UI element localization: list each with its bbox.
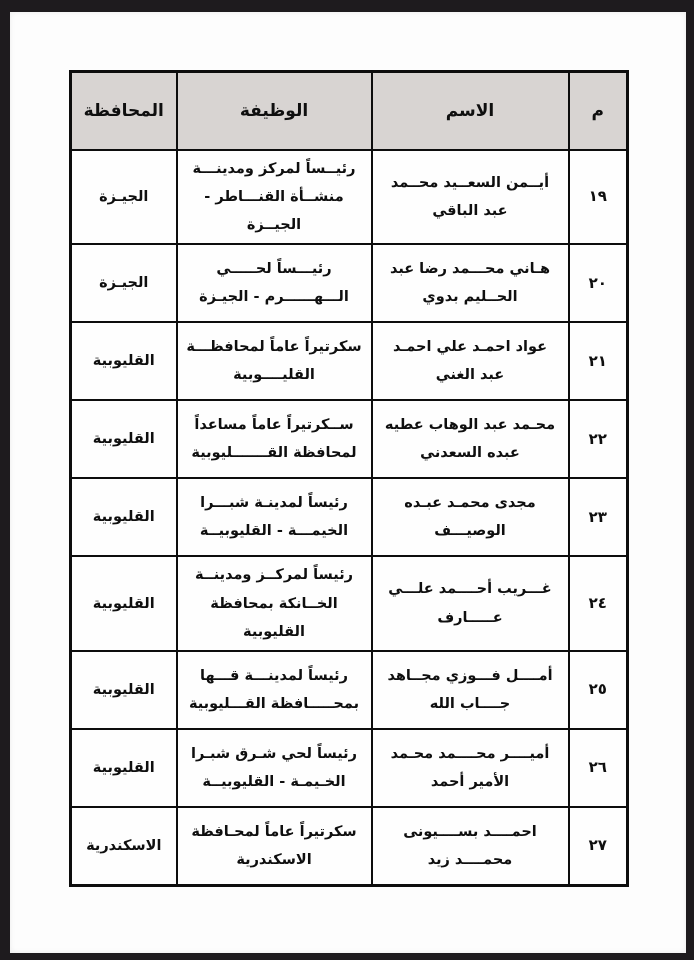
table-row bbox=[71, 244, 628, 322]
table-row bbox=[71, 478, 628, 556]
cell-job: رئيساً لمدينـة شبـــرا الخيمـــة - القليوبيــة bbox=[177, 478, 372, 556]
cell-name: أيــمن السعــيد محــمد عبد الباقي bbox=[372, 150, 569, 245]
header-name: الاسم bbox=[372, 72, 569, 150]
cell-number: ٢٠ bbox=[569, 244, 628, 322]
header-number: م bbox=[569, 72, 628, 150]
cell-name: محـمد عبد الوهاب عطيه عبده السعدني bbox=[372, 400, 569, 478]
cell-number: ٢٦ bbox=[569, 729, 628, 807]
document-page bbox=[10, 12, 686, 953]
cell-governorate: القليوبية bbox=[71, 729, 177, 807]
cell-name: احمــــد بســــيونى محمــــد زيد bbox=[372, 807, 569, 885]
table-row bbox=[71, 807, 628, 885]
cell-governorate: القليوبية bbox=[71, 322, 177, 400]
table-body bbox=[71, 150, 628, 886]
cell-number: ٢٧ bbox=[569, 807, 628, 885]
table-row bbox=[71, 729, 628, 807]
cell-name: أميــــر محــــمد محـمد الأمير أحمد bbox=[372, 729, 569, 807]
table-row bbox=[71, 322, 628, 400]
table-row bbox=[71, 150, 628, 245]
cell-governorate: الاسكندرية bbox=[71, 807, 177, 885]
cell-governorate: الجيـزة bbox=[71, 150, 177, 245]
header-job: الوظيفة bbox=[177, 72, 372, 150]
cell-job: ســكرتيراً عاماً مساعداً لمحافظة القـــــــليوبية bbox=[177, 400, 372, 478]
cell-job: رئيــساً لمركز ومدينـــة منشــأة القنـــاطر - الجيــزة bbox=[177, 150, 372, 245]
officials-table bbox=[69, 70, 629, 887]
cell-number: ٢٢ bbox=[569, 400, 628, 478]
cell-job: سكرتيراً عاماً لمحـافظة الاسكندرية bbox=[177, 807, 372, 885]
cell-name: هـاني محـــمد رضا عبد الحــليم بدوي bbox=[372, 244, 569, 322]
table-row bbox=[71, 556, 628, 651]
cell-job: رئيساً لمدينـــة قـــها بمحـــــافظة القـــليوبية bbox=[177, 651, 372, 729]
cell-name: غـــريب أحــــمد علـــي عـــــارف bbox=[372, 556, 569, 651]
cell-name: عواد احمـد علي احمـد عبد الغني bbox=[372, 322, 569, 400]
cell-name: مجدى محمـد عبـده الوصيـــف bbox=[372, 478, 569, 556]
cell-number: ٢٣ bbox=[569, 478, 628, 556]
table-row bbox=[71, 651, 628, 729]
cell-number: ٢٤ bbox=[569, 556, 628, 651]
cell-governorate: القليوبية bbox=[71, 400, 177, 478]
cell-governorate: القليوبية bbox=[71, 651, 177, 729]
cell-governorate: القليوبية bbox=[71, 556, 177, 651]
header-governorate: المحافظة bbox=[71, 72, 177, 150]
header-row bbox=[71, 72, 628, 150]
table-row bbox=[71, 400, 628, 478]
cell-job: رئيساً لحي شـرق شبـرا الخـيمـة - القليوبيــة bbox=[177, 729, 372, 807]
cell-job: سكرتيراً عاماً لمحافظـــة القليــــوبية bbox=[177, 322, 372, 400]
cell-job: رئيساً لمركــز ومدينــة الخــانكة بمحافظة القليوبية bbox=[177, 556, 372, 651]
table-header bbox=[71, 72, 628, 150]
cell-governorate: القليوبية bbox=[71, 478, 177, 556]
cell-number: ١٩ bbox=[569, 150, 628, 245]
cell-job: رئيـــساً لحـــــي الـــهــــــرم - الجيـزة bbox=[177, 244, 372, 322]
cell-name: أمــــل فـــوزي مجــاهد جــــاب الله bbox=[372, 651, 569, 729]
cell-number: ٢٥ bbox=[569, 651, 628, 729]
cell-governorate: الجيـزة bbox=[71, 244, 177, 322]
cell-number: ٢١ bbox=[569, 322, 628, 400]
